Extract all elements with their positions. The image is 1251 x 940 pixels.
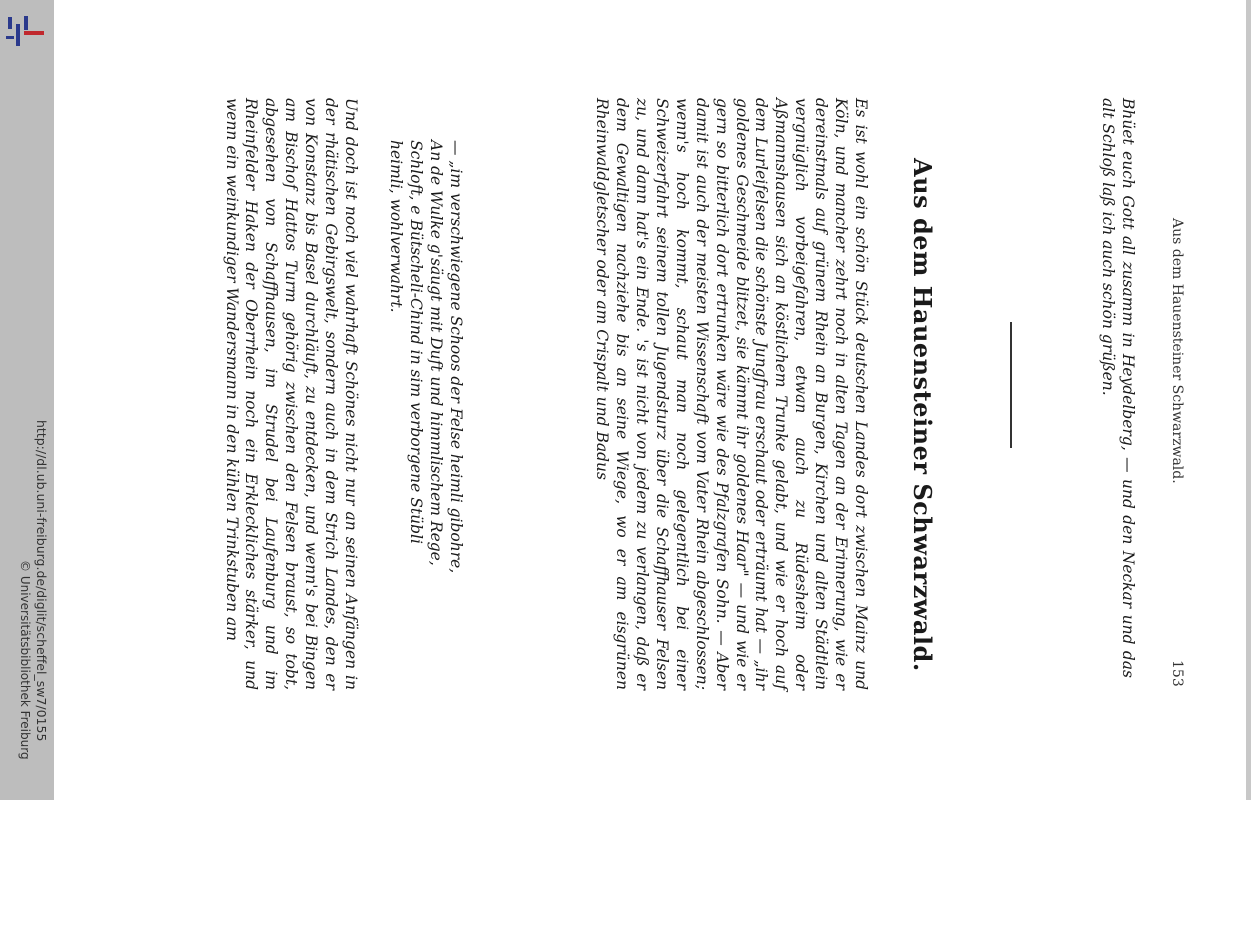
paragraph-2: Und doch ist noch viel wahrhaft Schönes nicht nur an seinen Anfängen in der rhätischen Gebirgswelt, sondern auch in dem Strich Landes, den er von Konstanz bis Basel durchläuft, zu entdecken, und wenn's bei Bingen am Bischof Hattos Turm gehörig zwischen den Felsen braust, so tobt, abgesehen von Schaffhausen, im Strudel bei Laufenburg und im Rheinfelder Haken der Oberrhein noch ein Erkleckliches stärker, und wenn ein weinkundiger Wandersmann in den kühlen Trinkstuben am (222, 98, 360, 690)
book-page (170, 0, 1210, 800)
poem-line: Schloft, e Bütscheli-Chind in sim verborgene Stübli (407, 140, 426, 544)
running-head: Aus dem Hauensteiner Schwarzwald. (1169, 218, 1185, 484)
paragraph-1: Es ist wohl ein schön Stück deutschen Landes dort zwischen Mainz und Köln, und mancher zehrt noch in alten Tagen an der Erinnerung, wie er dereinstmals auf grünem Rhein an Burgen, Kirchen und alten Städtlein vergnüglich vorbeigefahren, etwan auch zu Rüdesheim oder Aßmannshausen sich an köstlichem Trunke gelabt, und wie er hoch auf dem Lurleifelsen die schönste Jungfrau erschaut oder erträumt hat — „ihr goldenes Geschmeide blitzet, sie kämmt ihr goldenes Haar" — und wie er gern so bitterlich dort ertrunken wäre wie des Pfalzgrafen Sohn. — Aber damit ist auch der meisten Wissenschaft vom Vater Rhein abgeschlossen; wenn's hoch kommt, schaut man noch gelegentlich bei einer Schweizerfahrt seinem tollen Jugendsturz über die Schaffhauser Felsen zu, und dann hat's ein Ende. 's ist nicht von jedem zu verlangen, daß er dem Gewaltigen nachziehe bis an seine Wiege, wo er am eisgrünen Rheinwaldgletscher oder am Crispalt und Badus (593, 98, 870, 690)
chapter-title: Aus dem Hauensteiner Schwarzwald. (908, 158, 937, 672)
poem-line: An de Wulke g'säugt mit Duft und himmlischem Rege, (427, 140, 446, 566)
library-logo-icon[interactable] (2, 8, 46, 52)
copyright-notice: © Universitätsbibliothek Freiburg (18, 560, 32, 760)
dialect-poem (375, 140, 465, 660)
viewer-right-border (1246, 0, 1251, 800)
opening-verse: Bhüet euch Gott all zusamm in Heydelberg, — und den Neckar und das alt Schloß laß ich auch schön grüßen. (1099, 98, 1137, 678)
poem-line: heimli, wohlverwahrt. (387, 140, 406, 313)
section-divider (1010, 322, 1012, 448)
viewer-sidebar (0, 0, 54, 800)
page-number: 153 (1169, 660, 1185, 687)
poem-line: — „im verschwiegene Schoos der Felse heimli gibohre, (447, 140, 465, 574)
document-url[interactable]: http://dl.ub.uni-freiburg.de/diglit/scheffel_sw7/0155 (34, 420, 49, 742)
